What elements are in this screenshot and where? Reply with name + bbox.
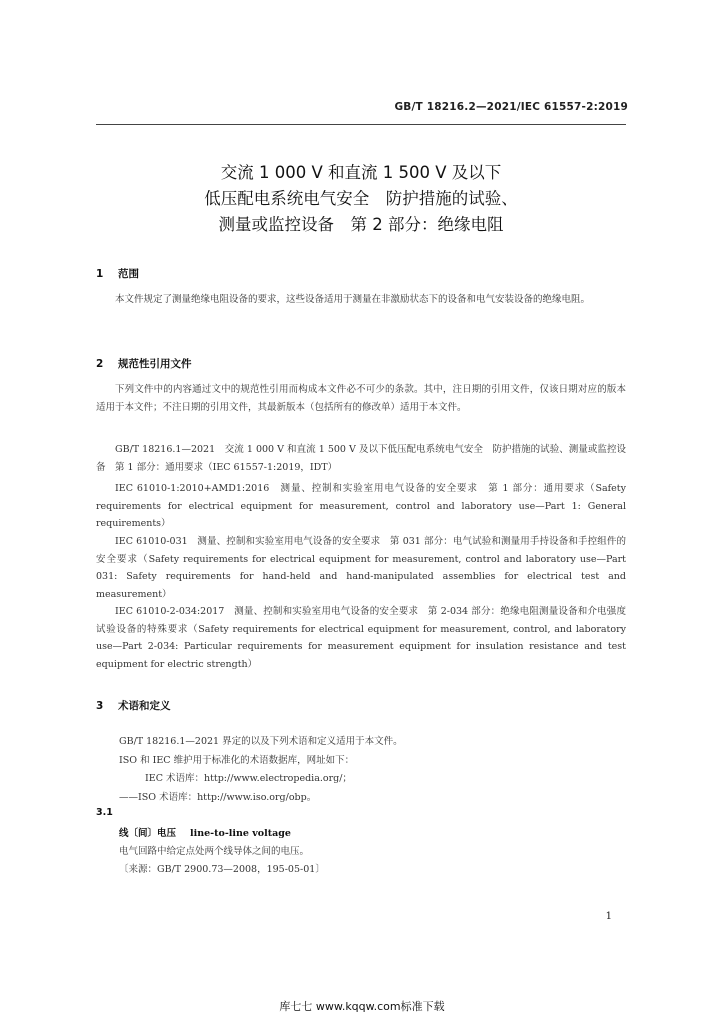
iso-db-link: ——ISO 术语库：http://www.iso.org/obp。 (119, 792, 317, 803)
term-en: line-to-line voltage (190, 828, 291, 839)
section-1-title: 范围 (118, 268, 139, 280)
section-3-heading (96, 698, 171, 713)
footer-watermark: 库七七 www.kqqw.com标准下载 (279, 1000, 445, 1013)
term-zh: 线〔间〕电压 (119, 828, 177, 839)
section-1-body: 本文件规定了测量绝缘电阻设备的要求，这些设备适用于测量在非激励状态下的设备和电气安装设备的绝缘电阻。 (115, 294, 591, 305)
term-number: 3.1 (96, 807, 113, 818)
title-line-3: 测量或监控设备 第 2 部分：绝缘电阻 (218, 215, 504, 234)
section-2-heading (96, 356, 192, 371)
reference-item: IEC 61010-1:2010+AMD1:2016 测量、控制和实验室用电气设备的安全要求 第 1 部分：通用要求（Safety requirements for electrical equipment for measurement, control and laboratory use—Part 1: General requirements） (96, 483, 626, 529)
standard-code: GB/T 18216.2—2021/IEC 61557-2:2019 (394, 101, 628, 113)
term-definition: 电气回路中给定点处两个线导体之间的电压。 (119, 846, 310, 857)
reference-item: IEC 61010-031 测量、控制和实验室用电气设备的安全要求 第 031 部分：电气试验和测量用手持设备和手控组件的安全要求（Safety requirements for electrical equipment for measurement, control and laboratory use—Part 031: Safety requirements for hand-held and hand-manipulated assemblies for electrical test and measurement） (96, 536, 626, 600)
section-2-intro: 下列文件中的内容通过文中的规范性引用而构成本文件必不可少的条款。其中，注日期的引用文件，仅该日期对应的版本适用于本文件；不注日期的引用文件，其最新版本（包括所有的修改单）适用于本文件。 (96, 384, 626, 413)
section-1-number: 1 (96, 268, 104, 280)
section-1-heading (96, 266, 139, 281)
document-title (96, 160, 626, 238)
section-3-title: 术语和定义 (118, 700, 171, 712)
reference-item: GB/T 18216.1—2021 交流 1 000 V 和直流 1 500 V 及以下低压配电系统电气安全 防护措施的试验、测量或监控设备 第 1 部分：通用要求（IEC 61557-1:2019，IDT） (96, 444, 626, 473)
title-line-1: 交流 1 000 V 和直流 1 500 V 及以下 (220, 163, 502, 182)
terminology-db-note: ISO 和 IEC 维护用于标准化的术语数据库，网址如下： (119, 755, 355, 766)
term-title (119, 825, 291, 839)
section-2-title: 规范性引用文件 (118, 358, 192, 370)
title-line-2: 低压配电系统电气安全 防护措施的试验、 (204, 189, 518, 208)
iec-db-link: IEC 术语库：http://www.electropedia.org/； (145, 773, 352, 784)
term-source: 〔来源：GB/T 2900.73—2008，195-05-01〕 (119, 864, 325, 875)
section-3-number: 3 (96, 700, 104, 712)
section-3-intro: GB/T 18216.1—2021 界定的以及下列术语和定义适用于本文件。 (119, 736, 403, 747)
section-2-number: 2 (96, 358, 104, 370)
page-number: 1 (605, 911, 612, 922)
reference-item: IEC 61010-2-034:2017 测量、控制和实验室用电气设备的安全要求 第 2-034 部分：绝缘电阻测量设备和介电强度试验设备的特殊要求（Safety requirements for electrical equipment for measurement, control, and laboratory use—Part 2-034: Particular requirements for measurement equipment for insulation resistance and test equipment for electric strength） (96, 606, 626, 670)
header-divider (96, 124, 626, 125)
